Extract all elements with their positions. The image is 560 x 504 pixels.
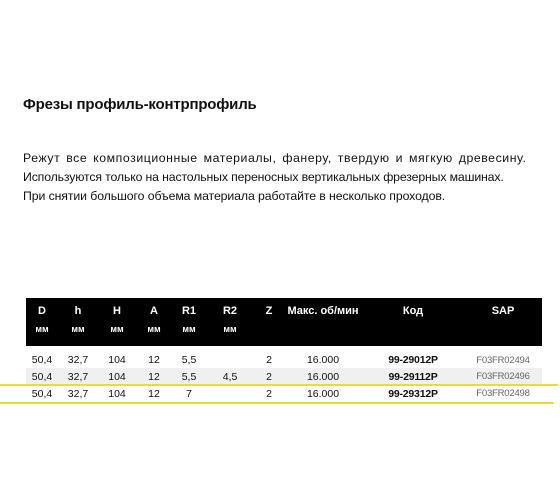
unit-label: мм (206, 321, 254, 346)
cell-code: 99-29012P (388, 354, 438, 366)
cell-r2 (206, 346, 254, 368)
unit-label (284, 321, 362, 346)
cell-H: 104 (108, 387, 126, 400)
unit-label (254, 321, 284, 346)
table-row (26, 385, 542, 402)
cell-rpm: 16.000 (306, 387, 340, 400)
column-header: D (26, 298, 58, 321)
unit-label: мм (136, 321, 172, 346)
description-line: Используются только на настольных переносных вертикальных фрезерных машинах. (23, 170, 504, 184)
cell-H: 104 (98, 368, 136, 385)
cell-a: 12 (148, 354, 160, 366)
cell-z: 2 (266, 387, 272, 400)
unit-label: мм (172, 321, 206, 346)
column-header: SAP (464, 298, 542, 321)
cell-rpm: 16.000 (306, 354, 340, 366)
column-header: h (58, 298, 98, 321)
cell-h: 32,7 (67, 354, 89, 366)
description-line: Режут все композиционные материалы, фанеру, твердую и мягкую древесину. (23, 151, 527, 165)
row-highlight-line (0, 402, 554, 404)
description-line: При снятии большого объема материала работайте в несколько проходов. (23, 189, 446, 203)
cell-r1: 5,5 (172, 368, 206, 385)
unit-label: мм (26, 321, 58, 346)
description (23, 149, 543, 206)
cell-z: 2 (254, 368, 284, 385)
column-header: A (136, 298, 172, 321)
column-header: H (98, 298, 136, 321)
table-header-row (26, 298, 542, 321)
cell-a: 12 (148, 387, 160, 400)
cell-code: 99-29112P (362, 368, 464, 385)
cell-r1: 5,5 (181, 354, 197, 366)
column-header: R2 (206, 298, 254, 321)
cell-r2: 4,5 (206, 368, 254, 385)
unit-label (464, 321, 542, 346)
table-units-row (26, 321, 542, 346)
cell-z: 2 (266, 354, 272, 366)
cell-a: 12 (136, 368, 172, 385)
cell-r1: 7 (186, 387, 192, 400)
cell-sap: F03FR02498 (476, 388, 530, 399)
unit-label: мм (58, 321, 98, 346)
cell-rpm: 16.000 (284, 368, 362, 385)
cell-d: 50,4 (26, 368, 58, 385)
cell-sap: F03FR02496 (464, 368, 542, 385)
cell-sap: F03FR02494 (476, 354, 530, 366)
table-row (26, 368, 542, 385)
cell-code: 99-29312P (388, 387, 438, 400)
cell-h: 32,7 (67, 387, 89, 400)
unit-label: мм (98, 321, 136, 346)
cell-r2 (206, 385, 254, 402)
spec-table (26, 298, 542, 402)
cell-h: 32,7 (58, 368, 98, 385)
column-header: Макс. об/мин (284, 298, 362, 321)
unit-label (362, 321, 464, 346)
cell-d: 50,4 (31, 387, 53, 400)
cell-d: 50,4 (31, 354, 53, 366)
page-title: Фрезы профиль-контрпрофиль (23, 96, 257, 113)
column-header: Код (362, 298, 464, 321)
table-row (26, 346, 542, 368)
column-header: Z (254, 298, 284, 321)
row-highlight-line (0, 384, 558, 386)
column-header: R1 (172, 298, 206, 321)
cell-H: 104 (108, 354, 126, 366)
